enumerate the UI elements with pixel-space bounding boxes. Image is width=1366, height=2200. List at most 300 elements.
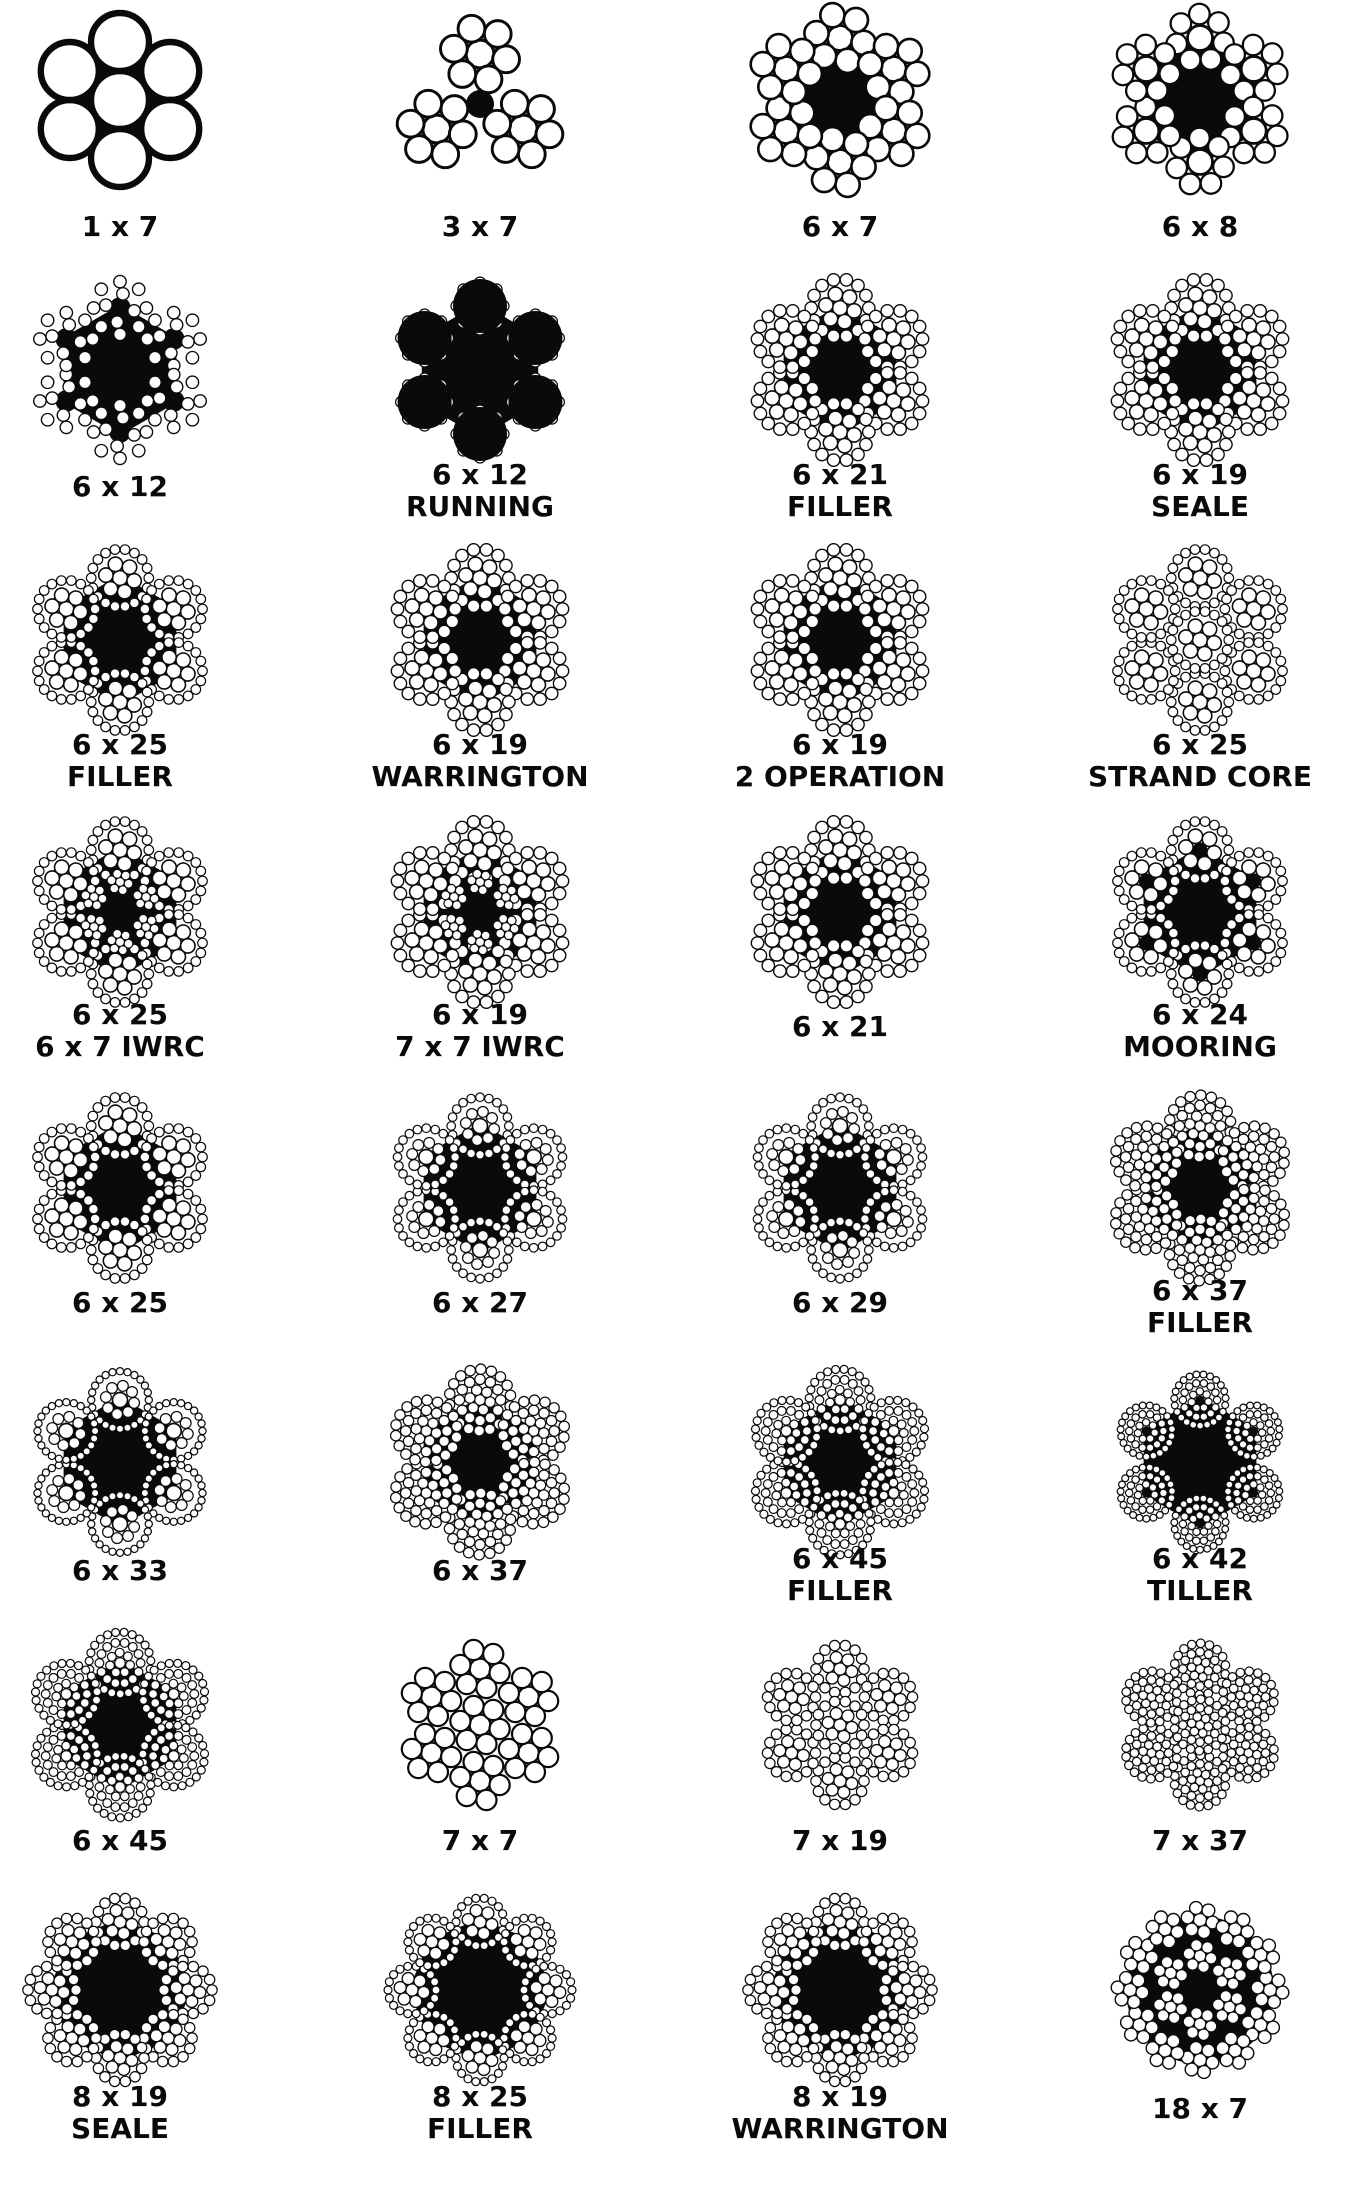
wire-circle xyxy=(813,1495,821,1503)
wire-circle xyxy=(1147,142,1168,163)
wire-circle xyxy=(157,1724,165,1732)
wire-circle xyxy=(1244,967,1254,977)
wire-circle xyxy=(917,1162,926,1171)
wire-circle xyxy=(753,1153,762,1162)
wire-circle xyxy=(95,916,104,925)
wire-circle xyxy=(774,693,786,705)
wire-circle xyxy=(1237,947,1251,961)
wire-circle xyxy=(856,1653,866,1663)
wire-circle xyxy=(1254,638,1264,648)
wire-circle xyxy=(170,319,182,331)
wire-circle xyxy=(889,1186,898,1195)
wire-circle xyxy=(69,1500,80,1511)
wire-circle xyxy=(124,1652,133,1661)
wire-circle xyxy=(532,1965,540,1973)
wire-circle xyxy=(897,1482,906,1491)
wire-circle xyxy=(789,383,803,397)
wire-circle xyxy=(34,866,44,876)
rope-label: 6 x 45 xyxy=(71,1824,169,1857)
wire-circle xyxy=(408,1758,428,1778)
wire-circle xyxy=(140,1152,150,1162)
wire-circle xyxy=(393,1215,402,1224)
wire-circle xyxy=(194,395,206,407)
wire-circle xyxy=(385,1978,393,1986)
wire-circle xyxy=(809,937,821,949)
wire-circle xyxy=(865,1386,873,1394)
wire-circle xyxy=(110,602,120,612)
wire-circle xyxy=(158,2010,168,2020)
wire-circle xyxy=(1270,1689,1279,1698)
wire-circle xyxy=(47,579,57,589)
wire-circle xyxy=(1244,576,1254,586)
wire-circle xyxy=(820,1757,830,1767)
wire-circle xyxy=(792,1715,802,1725)
wire-circle xyxy=(446,652,458,664)
wire-circle xyxy=(1256,925,1270,939)
wire-circle xyxy=(921,1487,929,1495)
wire-circle xyxy=(784,678,798,692)
wire-circle xyxy=(783,1520,791,1528)
wire-circle xyxy=(840,1376,849,1385)
wire-circle xyxy=(1279,1147,1289,1157)
wire-circle xyxy=(415,650,429,664)
wire-circle xyxy=(754,407,766,419)
wire-circle xyxy=(1131,1729,1140,1738)
wire-circle xyxy=(190,1690,199,1699)
rope-diagram xyxy=(32,1628,209,1822)
wire-circle xyxy=(448,980,460,992)
wire-circle xyxy=(870,310,882,322)
wire-circle xyxy=(890,2023,902,2035)
wire-circle xyxy=(164,1186,174,1196)
wire-circle xyxy=(1160,1176,1170,1186)
wire-circle xyxy=(781,1913,791,1923)
wire-circle xyxy=(830,1940,840,1950)
wire-circle xyxy=(499,884,508,893)
wire-circle xyxy=(840,600,852,612)
wire-circle xyxy=(1147,1497,1154,1504)
wire-circle xyxy=(1210,1419,1217,1426)
wire-circle xyxy=(525,1706,545,1726)
wire-circle xyxy=(1141,1193,1151,1203)
wire-circle xyxy=(831,1376,840,1385)
wire-circle xyxy=(859,603,871,615)
wire-circle xyxy=(526,2044,538,2056)
wire-circle xyxy=(1196,1214,1206,1224)
wire-circle xyxy=(1196,1639,1205,1648)
wire-circle xyxy=(878,2056,888,2066)
wire-circle xyxy=(88,563,98,573)
wire-circle xyxy=(813,1487,821,1495)
wire-circle xyxy=(1244,1514,1251,1521)
wire-circle xyxy=(142,979,152,989)
wire-circle xyxy=(160,1414,171,1425)
wire-circle xyxy=(448,708,460,720)
wire-circle xyxy=(163,1462,170,1469)
wire-circle xyxy=(1121,1152,1131,1162)
wire-circle xyxy=(112,1629,120,1637)
wire-circle xyxy=(404,2034,412,2042)
wire-circle xyxy=(774,847,786,859)
wire-circle xyxy=(186,1995,198,2007)
wire-circle xyxy=(775,318,789,332)
wire-circle xyxy=(1222,594,1232,604)
wire-circle xyxy=(502,1144,511,1153)
wire-circle xyxy=(1144,346,1158,360)
wire-circle xyxy=(434,2023,446,2035)
wire-circle xyxy=(101,820,111,830)
wire-circle xyxy=(1121,1214,1131,1224)
wire-circle xyxy=(823,854,837,868)
wire-circle xyxy=(913,382,925,394)
wire-circle xyxy=(198,1435,205,1442)
wire-circle xyxy=(782,142,806,166)
wire-circle xyxy=(483,1257,494,1268)
wire-circle xyxy=(1271,920,1281,930)
wire-circle xyxy=(111,1763,120,1772)
wire-circle xyxy=(168,1966,178,1976)
wire-circle xyxy=(33,1214,43,1224)
wire-circle xyxy=(521,1978,529,1986)
wire-circle xyxy=(1164,1749,1173,1758)
wire-circle xyxy=(122,832,136,846)
wire-circle xyxy=(879,1736,891,1748)
wire-circle xyxy=(396,1965,404,1973)
core-fill xyxy=(109,421,131,443)
wire-circle xyxy=(840,940,852,952)
wire-circle xyxy=(42,2008,52,2018)
wire-circle xyxy=(562,1971,570,1979)
wire-circle xyxy=(1200,1380,1207,1387)
wire-circle xyxy=(155,579,165,589)
wire-circle xyxy=(878,2010,888,2020)
wire-circle xyxy=(529,1457,539,1467)
wire-circle xyxy=(862,1144,871,1153)
wire-circle xyxy=(1183,854,1197,868)
wire-circle xyxy=(69,1438,80,1449)
wire-circle xyxy=(1256,383,1270,397)
wire-circle xyxy=(1261,1749,1270,1758)
wire-circle xyxy=(171,888,185,902)
wire-circle xyxy=(109,1369,116,1376)
wire-circle xyxy=(1201,173,1222,194)
wire-circle xyxy=(762,1973,774,1985)
wire-circle xyxy=(877,885,891,899)
wire-circle xyxy=(751,603,763,615)
wire-circle xyxy=(1222,707,1232,717)
wire-circle xyxy=(1169,1426,1176,1433)
wire-circle xyxy=(853,1145,862,1154)
wire-circle xyxy=(913,320,925,332)
wire-circle xyxy=(499,2062,507,2070)
wire-circle xyxy=(52,1754,61,1763)
wire-circle xyxy=(770,343,784,357)
wire-circle xyxy=(835,1519,846,1530)
wire-circle xyxy=(153,330,165,342)
wire-circle xyxy=(1113,65,1134,86)
wire-circle xyxy=(449,61,476,88)
wire-circle xyxy=(794,2023,806,2035)
wire-circle xyxy=(761,1427,770,1436)
wire-circle xyxy=(139,1688,147,1696)
wire-circle xyxy=(1179,1721,1188,1730)
wire-circle xyxy=(861,1378,869,1386)
wire-circle xyxy=(1251,950,1265,964)
wire-circle xyxy=(862,1206,871,1215)
wire-circle xyxy=(55,1455,62,1462)
wire-circle xyxy=(1212,1389,1219,1396)
wire-circle xyxy=(919,1479,927,1487)
wire-circle xyxy=(1147,576,1157,586)
wire-circle xyxy=(1131,1123,1141,1133)
wire-circle xyxy=(79,352,91,364)
wire-circle xyxy=(476,1678,496,1698)
wire-circle xyxy=(1156,1708,1165,1717)
wire-circle xyxy=(194,333,206,345)
wire-circle xyxy=(147,916,156,925)
wire-circle xyxy=(64,950,78,964)
wire-circle xyxy=(798,687,810,699)
wire-circle xyxy=(1158,1420,1165,1427)
wire-circle xyxy=(534,575,546,587)
wire-circle xyxy=(57,633,67,643)
wire-circle xyxy=(467,1273,476,1282)
wire-circle xyxy=(1173,1689,1182,1698)
wire-circle xyxy=(415,90,442,117)
wire-circle xyxy=(57,905,67,915)
wire-circle xyxy=(520,1140,531,1151)
wire-circle xyxy=(826,2061,838,2073)
wire-circle xyxy=(70,1745,79,1754)
wire-circle xyxy=(774,361,786,373)
wire-circle xyxy=(1257,1422,1264,1429)
wire-circle xyxy=(1251,346,1265,360)
wire-circle xyxy=(808,708,820,720)
wire-circle xyxy=(1244,695,1254,705)
wire-circle xyxy=(553,1198,562,1207)
wire-circle xyxy=(54,1782,62,1790)
wire-circle xyxy=(75,1662,83,1670)
wire-circle xyxy=(840,1416,849,1425)
wire-circle xyxy=(1213,1396,1220,1403)
wire-circle xyxy=(1276,1495,1283,1502)
wire-circle xyxy=(447,884,456,893)
wire-circle xyxy=(828,1426,836,1434)
wire-circle xyxy=(810,1692,820,1702)
wire-circle xyxy=(97,1668,106,1677)
wire-circle xyxy=(784,888,798,902)
wire-circle xyxy=(765,1702,775,1712)
wire-circle xyxy=(1174,1121,1184,1131)
wire-circle xyxy=(512,2013,520,2021)
wire-circle xyxy=(1188,681,1202,695)
wire-circle xyxy=(1222,866,1232,876)
wire-circle xyxy=(476,1488,486,1498)
wire-circle xyxy=(465,1366,475,1376)
wire-circle xyxy=(174,1732,183,1741)
wire-circle xyxy=(1231,1959,1242,1970)
wire-circle xyxy=(1143,1515,1150,1522)
wire-circle xyxy=(886,1150,901,1165)
wire-circle xyxy=(1188,1129,1198,1139)
wire-circle xyxy=(74,336,86,348)
wire-circle xyxy=(1173,716,1183,726)
wire-circle xyxy=(862,1441,870,1449)
wire-circle xyxy=(1127,579,1137,589)
wire-circle xyxy=(770,885,784,899)
wire-circle xyxy=(95,1783,104,1792)
wire-circle xyxy=(1135,860,1149,874)
wire-circle xyxy=(88,707,98,717)
wire-circle xyxy=(1240,1404,1247,1411)
wire-circle xyxy=(1190,2042,1203,2055)
wire-circle xyxy=(1239,1414,1246,1421)
wire-circle xyxy=(1201,1770,1210,1779)
wire-circle xyxy=(798,355,810,367)
wire-circle xyxy=(836,173,860,197)
wire-circle xyxy=(1130,675,1144,689)
wire-circle xyxy=(108,557,122,571)
wire-circle xyxy=(67,1243,77,1253)
wire-circle xyxy=(70,1400,77,1407)
wire-circle xyxy=(1137,848,1147,858)
wire-circle xyxy=(1205,1150,1215,1160)
wire-circle xyxy=(133,321,145,333)
wire-circle xyxy=(421,1405,431,1415)
wire-circle xyxy=(1113,666,1123,676)
wire-circle xyxy=(110,2041,122,2053)
wire-circle xyxy=(447,1246,456,1255)
wire-circle xyxy=(196,676,206,686)
wire-circle xyxy=(41,376,53,388)
wire-circle xyxy=(482,1511,492,1521)
wire-circle xyxy=(63,1518,70,1525)
wire-circle xyxy=(67,1670,76,1679)
wire-circle xyxy=(1132,1476,1139,1483)
wire-circle xyxy=(896,321,910,335)
wire-circle xyxy=(1155,1717,1164,1726)
wire-circle xyxy=(1276,594,1286,604)
wire-circle xyxy=(452,1938,460,1946)
wire-circle xyxy=(49,1434,60,1445)
wire-circle xyxy=(889,1478,898,1487)
wire-circle xyxy=(130,1270,140,1280)
wire-circle xyxy=(754,887,766,899)
wire-circle xyxy=(428,1762,448,1782)
wire-circle xyxy=(171,950,185,964)
wire-circle xyxy=(39,685,49,695)
wire-circle xyxy=(1120,1972,1133,1985)
wire-circle xyxy=(763,1403,771,1411)
wire-circle xyxy=(885,1469,894,1478)
wire-circle xyxy=(1263,691,1273,701)
wire-circle xyxy=(1162,1214,1172,1224)
rope-label: 7 x 7 xyxy=(441,1824,519,1857)
wire-circle xyxy=(88,1926,98,1936)
wire-circle xyxy=(1120,1502,1127,1509)
wire-circle xyxy=(1144,678,1158,692)
wire-circle xyxy=(1200,874,1210,884)
wire-circle xyxy=(171,1226,185,1240)
wire-circle xyxy=(526,1150,541,1165)
wire-circle xyxy=(1249,1121,1259,1131)
wire-circle xyxy=(762,310,774,322)
wire-circle xyxy=(412,2010,420,2018)
wire-circle xyxy=(1260,1769,1269,1778)
wire-circle xyxy=(902,1505,911,1514)
wire-circle xyxy=(1276,1488,1283,1495)
wire-circle xyxy=(1166,158,1187,179)
wire-circle xyxy=(420,2007,428,2015)
wire-circle xyxy=(468,829,482,843)
wire-circle xyxy=(891,678,905,692)
wire-circle xyxy=(116,1492,123,1499)
wire-circle xyxy=(49,1736,58,1745)
wire-circle xyxy=(1254,848,1264,858)
wire-circle xyxy=(120,1217,130,1227)
wire-circle xyxy=(1200,1495,1207,1502)
wire-circle xyxy=(1169,333,1181,345)
wire-circle xyxy=(520,2010,528,2018)
wire-circle xyxy=(824,1368,832,1376)
wire-circle xyxy=(1171,1402,1178,1409)
wire-circle xyxy=(540,1459,550,1469)
wire-circle xyxy=(485,1424,495,1434)
wire-circle xyxy=(828,953,842,967)
wire-circle xyxy=(72,2056,82,2066)
wire-circle xyxy=(1169,928,1179,938)
wire-circle xyxy=(781,1715,791,1725)
wire-circle xyxy=(508,1426,518,1436)
wire-circle xyxy=(142,1255,152,1265)
wire-circle xyxy=(35,1497,42,1504)
wire-circle xyxy=(117,981,131,995)
wire-circle xyxy=(546,687,558,699)
wire-circle xyxy=(183,629,193,639)
wire-circle xyxy=(1188,26,1213,51)
wire-circle xyxy=(859,2053,869,2063)
wire-circle xyxy=(87,884,96,893)
wire-circle xyxy=(860,413,872,425)
wire-circle xyxy=(164,848,174,858)
wire-circle xyxy=(54,1683,63,1692)
wire-circle xyxy=(35,1704,43,1712)
wire-circle xyxy=(133,283,145,295)
wire-circle xyxy=(874,96,898,120)
wire-circle xyxy=(164,1124,174,1134)
wire-circle xyxy=(1147,1732,1156,1741)
wire-circle xyxy=(1169,948,1179,958)
wire-circle xyxy=(1237,1243,1247,1253)
wire-circle xyxy=(157,613,171,627)
core-fill xyxy=(398,311,452,365)
wire-circle xyxy=(798,417,810,429)
wire-circle xyxy=(198,1482,205,1489)
wire-circle xyxy=(762,580,774,592)
wire-circle xyxy=(468,953,482,967)
wire-circle xyxy=(500,559,512,571)
wire-circle xyxy=(1261,1693,1270,1702)
wire-circle xyxy=(34,1204,44,1214)
wire-circle xyxy=(769,1411,778,1420)
wire-circle xyxy=(510,580,522,592)
wire-circle xyxy=(1251,678,1265,692)
wire-circle xyxy=(1185,1092,1195,1102)
wire-circle xyxy=(1148,1206,1158,1216)
wire-circle xyxy=(1139,1464,1146,1471)
wire-circle xyxy=(536,1164,547,1175)
wire-circle xyxy=(1195,1802,1204,1811)
